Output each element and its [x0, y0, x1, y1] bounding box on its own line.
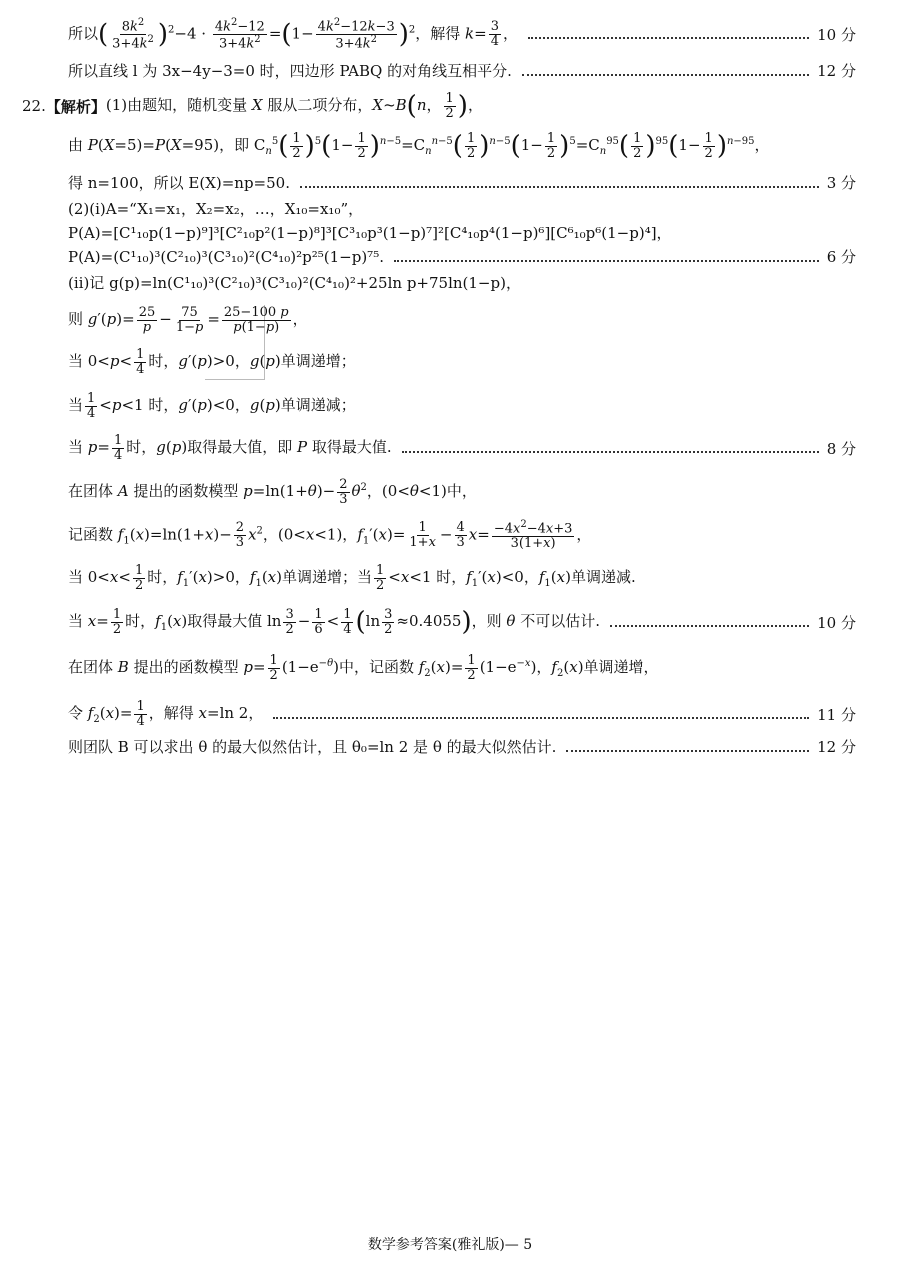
score-label: 12 分	[817, 738, 856, 756]
formula-text: 记函数 $f_1(x)=\ln(1+x)-$ $\frac{2}{3}$ $x^2$，(0<x<1)，$f_1'(x)=$ $\frac{1}{1+x}$ − $\frac{4}{3}$ x= $\frac{-4x^2-4x+3}{3(1+x)}$ ，	[68, 519, 592, 551]
page-footer: 数学参考答案(雅礼版)— 5	[367, 1237, 533, 1253]
margin-rule	[205, 379, 265, 380]
score-label: 6 分	[826, 248, 856, 266]
answer-line-16	[68, 564, 856, 592]
leader-dots	[566, 750, 809, 752]
formula-text: 则 g′(p)= $\frac{25}{p}$ − $\frac{75}{1-p}$ = $\frac{25-100 p}{p(1-p)}$ ，	[68, 305, 308, 335]
answer-line-6	[68, 198, 856, 219]
leader-dots	[394, 260, 819, 262]
line-text: 则团队 B 可以求出 θ 的最大似然估计，且 θ₀=ln 2 是 θ 的最大似然估计.	[68, 738, 557, 756]
leader-dots	[528, 37, 809, 39]
answer-line-19	[68, 700, 856, 728]
formula-text: 当 0<x< $\frac{1}{2}$ 时，$f_1'(x)>0$，$f_1(x)$单调递增；当 $\frac{1}{2}$ <x<1 时，$f_1'(x)<0$，$f_1(x)$单调递减.	[68, 563, 636, 593]
analysis-tag: 【解析】	[45, 97, 106, 116]
answer-line-20	[68, 736, 856, 757]
answer-line-7	[68, 222, 856, 243]
answer-line-1	[68, 18, 856, 51]
formula-text: 令 $f_2(x)=$ $\frac{1}{4}$ ，解得 x=ln 2，	[68, 699, 264, 729]
answer-line-5	[68, 172, 856, 193]
score-label: 3 分	[826, 174, 856, 192]
formula-text: 所以( $\frac{8k^2}{3+4k^2}$ )$^2$−4 · $\frac{4k^2-12}{3+4k^2}$ =(1− $\frac{4k^2-12k-3}{3+4k^2}$ )$^2$，解得 k= $\frac{3}{4}$ ，	[68, 17, 518, 52]
answer-line-4	[68, 132, 856, 160]
answer-line-8	[68, 246, 856, 267]
answer-line-2	[68, 60, 856, 81]
formula-text: 当 p= $\frac{1}{4}$ 时，g(p)取得最大值，即 P 取得最大值.	[68, 433, 392, 463]
formula-text: 在团体 A 提出的函数模型 p=ln(1+θ)− $\frac{2}{3}$ $\theta^2$，(0<θ<1)中，	[68, 477, 477, 507]
line-text: (1)由题知，随机变量 X 服从二项分布，X~B(n， $\frac{1}{2}$ )，	[105, 91, 483, 122]
line-text: 所以直线 l 为 3x−4y−3=0 时，四边形 PABQ 的对角线互相平分.	[68, 62, 512, 80]
answer-line-9	[68, 272, 856, 293]
score-label: 8 分	[826, 439, 856, 458]
answer-line-14	[68, 478, 856, 506]
leader-dots	[522, 74, 809, 76]
score-label: 10 分	[817, 613, 856, 632]
question-number: 22.	[22, 97, 46, 116]
line-text: 得 n=100，所以 E(X)=np=50.	[68, 174, 290, 192]
answer-line-13	[68, 434, 856, 462]
score-label: 10 分	[817, 25, 856, 44]
leader-dots	[610, 625, 809, 627]
leader-dots	[300, 186, 819, 188]
answer-line-11	[68, 348, 856, 376]
line-text: P(A)=(C¹₁₀)³(C²₁₀)³(C³₁₀)²(C⁴₁₀)²p²⁵(1−p)⁷⁵.	[68, 247, 384, 266]
answer-line-17	[68, 608, 856, 636]
line-text: (ⅱ)记 g(p)=ln(C¹₁₀)³(C²₁₀)³(C³₁₀)²(C⁴₁₀)²+25ln p+75ln(1−p)，	[68, 274, 521, 292]
leader-dots	[402, 451, 819, 453]
line-text: (2)(ⅰ)A=“X₁=x₁，X₂=x₂，…，X₁₀=x₁₀”，	[68, 200, 364, 218]
formula-text: 当 0<p< $\frac{1}{4}$ 时，g′(p)>0，g(p)单调递增；	[68, 347, 356, 377]
formula-text: 由 P(X=5)=P(X=95)，即 $C_n^5$( $\frac{1}{2}$ )$^5$(1− $\frac{1}{2}$ )$^{n-5}=C_n^{n-5}$( $\frac{1}{2}$ )$^{n-5}$(1− $\frac{1}{2}$ )$^5=C_n^{95}$( $\frac{1}{2}$ )$^{95}$(1− $\frac{1}{2}$ )$^{n-95}$，	[68, 131, 770, 162]
score-label: 11 分	[817, 705, 856, 724]
answer-line-10	[68, 306, 856, 334]
line-text: P(A)=[C¹₁₀p(1−p)⁹]³[C²₁₀p²(1−p)⁸]³[C³₁₀p³(1−p)⁷]²[C⁴₁₀p⁴(1−p)⁶][C⁶₁₀p⁶(1−p)⁴]，	[68, 224, 672, 242]
leader-dots	[273, 717, 809, 719]
score-label: 12 分	[817, 62, 856, 80]
answer-line-15	[68, 520, 856, 551]
formula-text: 当 $\frac{1}{4}$ <p<1 时，g′(p)<0，g(p)单调递减；	[68, 391, 356, 421]
formula-text: 在团体 B 提出的函数模型 p= $\frac{1}{2}$ $(1-e^{-\theta})$中，记函数 $f_2(x)=$ $\frac{1}{2}$ $(1-e^{-x})$，$f_2(x)$单调递增，	[68, 653, 659, 683]
question-22-heading	[22, 92, 856, 120]
formula-text: 当 x= $\frac{1}{2}$ 时，$f_1(x)$取得最大值 ln $\frac{3}{2}$ − $\frac{1}{6}$ < $\frac{1}{4}$ (ln $\frac{3}{2}$ ≈0.4055)，则 θ 不可以估计.	[68, 607, 600, 638]
answer-line-18	[68, 654, 856, 682]
answer-line-12	[68, 392, 856, 420]
